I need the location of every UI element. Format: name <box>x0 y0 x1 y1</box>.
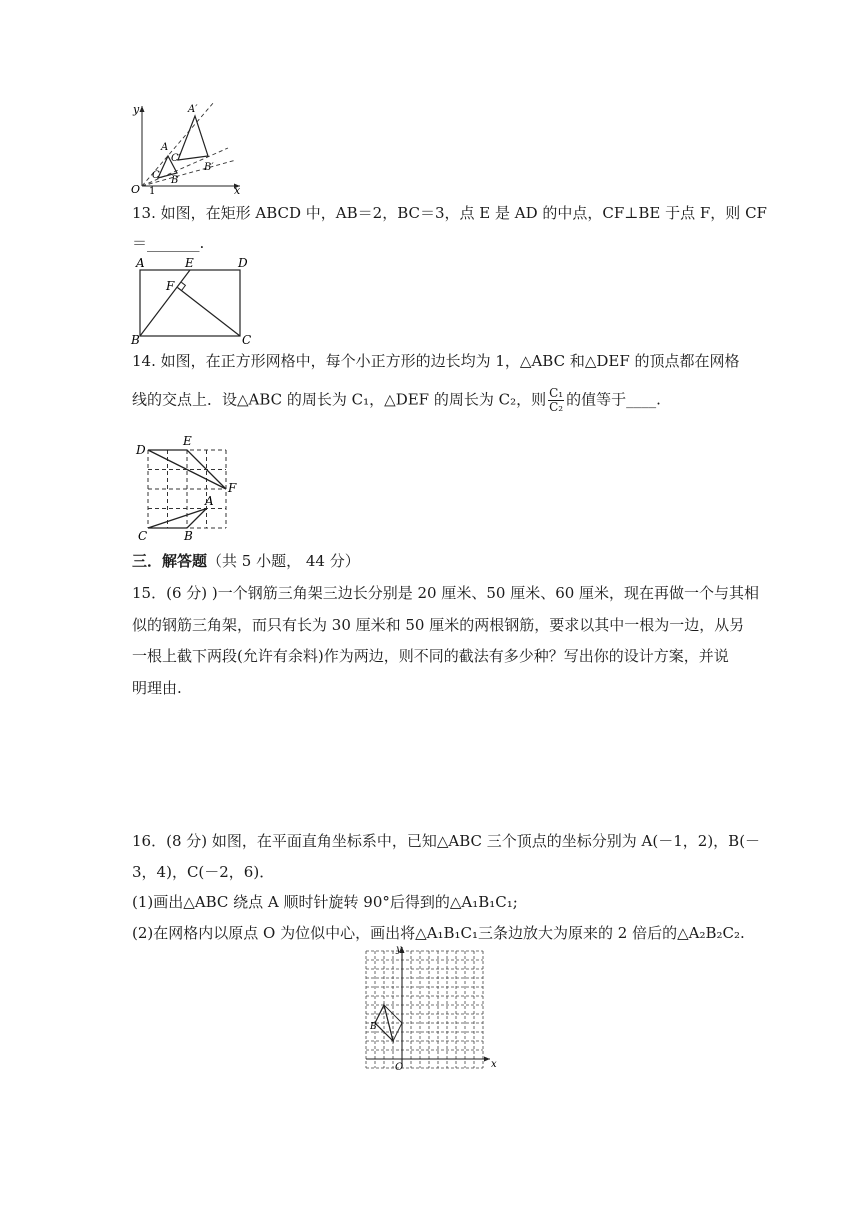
vertex-e-label: E <box>185 256 194 270</box>
perimeter-ratio-fraction <box>548 387 564 414</box>
figure-q14-grid <box>130 434 242 546</box>
y-axis-label: y <box>396 944 402 955</box>
figure-q14-svg <box>130 434 242 546</box>
q16-part-2: (2)在网格内以原点 O 为位似中心，画出将△A₁B₁C₁三条边放大为原来的 2 倍后的△A₂B₂C₂. <box>132 924 745 942</box>
vertex-b-prime-label: B′ <box>204 162 214 173</box>
figure-q13-svg <box>128 256 260 346</box>
x-axis-label: x <box>491 1059 497 1070</box>
q16-part-1: (1)画出△ABC 绕点 A 顺时针旋转 90°后得到的△A₁B₁C₁; <box>132 893 518 911</box>
right-angle-mark <box>181 282 185 290</box>
vertex-c-label: C <box>138 529 148 543</box>
q13-text-line-2: ＝_______. <box>132 234 205 252</box>
q14-text-after-fraction: 的值等于____. <box>566 390 661 409</box>
grid-lines <box>148 450 226 528</box>
origin-label: O <box>395 1062 404 1073</box>
q15-text-line-2: 似的钢筋三角架，而只有长为 30 厘米和 50 厘米的两根钢筋，要求以其中一根为一边，从另 <box>132 616 745 634</box>
q14-text-line-2 <box>132 387 661 414</box>
vertex-c-prime-label: C′ <box>171 153 181 164</box>
q13-text-line-1: 13. 如图，在矩形 ABCD 中，AB＝2，BC＝3，点 E 是 AD 的中点，CF⊥BE 于点 F，则 CF <box>132 204 767 222</box>
segment-be <box>140 270 190 336</box>
q15-text-line-1: 15．(6 分) )一个钢筋三角架三边长分别是 20 厘米、50 厘米、60 厘米，现在再做一个与其相 <box>132 584 760 602</box>
triangle-abc-prime <box>178 116 208 160</box>
section-3-heading <box>132 550 360 572</box>
vertex-b-label: B <box>184 529 193 543</box>
vertex-d-label: D <box>136 443 146 457</box>
vertex-a-label: A <box>136 256 145 270</box>
q15-text-line-3: 一根上截下两段(允许有余料)作为两边，则不同的截法有多少种？写出你的设计方案，并说 <box>132 647 729 665</box>
origin-label: O <box>131 183 141 196</box>
point-f-label: F <box>166 279 175 293</box>
q15-text-line-4: 明理由. <box>132 679 182 697</box>
q16-text-line-2: 3，4)，C(－2，6)． <box>132 863 275 881</box>
vertex-c-label: C <box>152 170 160 181</box>
vertex-b-label: B <box>131 333 140 347</box>
vertex-a-prime-label: A′ <box>188 104 198 115</box>
rectangle-abcd <box>140 270 240 336</box>
vertex-f-label: F <box>228 481 237 495</box>
fraction-numerator: C₁ <box>549 386 564 400</box>
vertex-c-label: C <box>242 333 252 347</box>
figure-q16-svg <box>362 943 496 1073</box>
section-3-note: （共 5 小题， 44 分） <box>207 552 360 570</box>
vertex-a-label: A <box>161 142 169 153</box>
q14-text-line-1: 14. 如图，在正方形网格中，每个小正方形的边长均为 1，△ABC 和△DEF 的顶点都在网格 <box>132 352 740 370</box>
vertex-b-label: B <box>370 1022 377 1032</box>
triangle-abc <box>148 509 207 529</box>
x-axis-arrow <box>484 1057 490 1062</box>
vertex-a-label: A <box>205 494 214 508</box>
coordinate-grid-lines <box>366 951 483 1068</box>
fraction-denominator: C₂ <box>549 400 564 414</box>
y-axis-label: y <box>133 103 140 116</box>
figure-q12-svg <box>128 98 246 197</box>
section-3-title: 三．解答题 <box>132 552 208 570</box>
x-axis-label: x <box>234 184 241 197</box>
figure-q12-similar-triangles <box>128 98 246 197</box>
q14-text-before-fraction: 线的交点上．设△ABC 的周长为 C₁，△DEF 的周长为 C₂，则 <box>132 390 547 409</box>
tick-label-one: 1 <box>149 186 156 197</box>
vertex-e-label: E <box>183 434 192 448</box>
figure-q16-coordinate-grid <box>362 943 496 1073</box>
segment-cf <box>178 288 241 337</box>
figure-q13-rectangle <box>128 256 260 346</box>
vertex-d-label: D <box>238 256 248 270</box>
y-axis-arrow <box>140 106 145 112</box>
q16-text-line-1: 16．(8 分) 如图，在平面直角坐标系中，已知△ABC 三个顶点的坐标分别为 A(－1，2)，B(－ <box>132 832 761 850</box>
vertex-b-label: B <box>171 175 179 186</box>
